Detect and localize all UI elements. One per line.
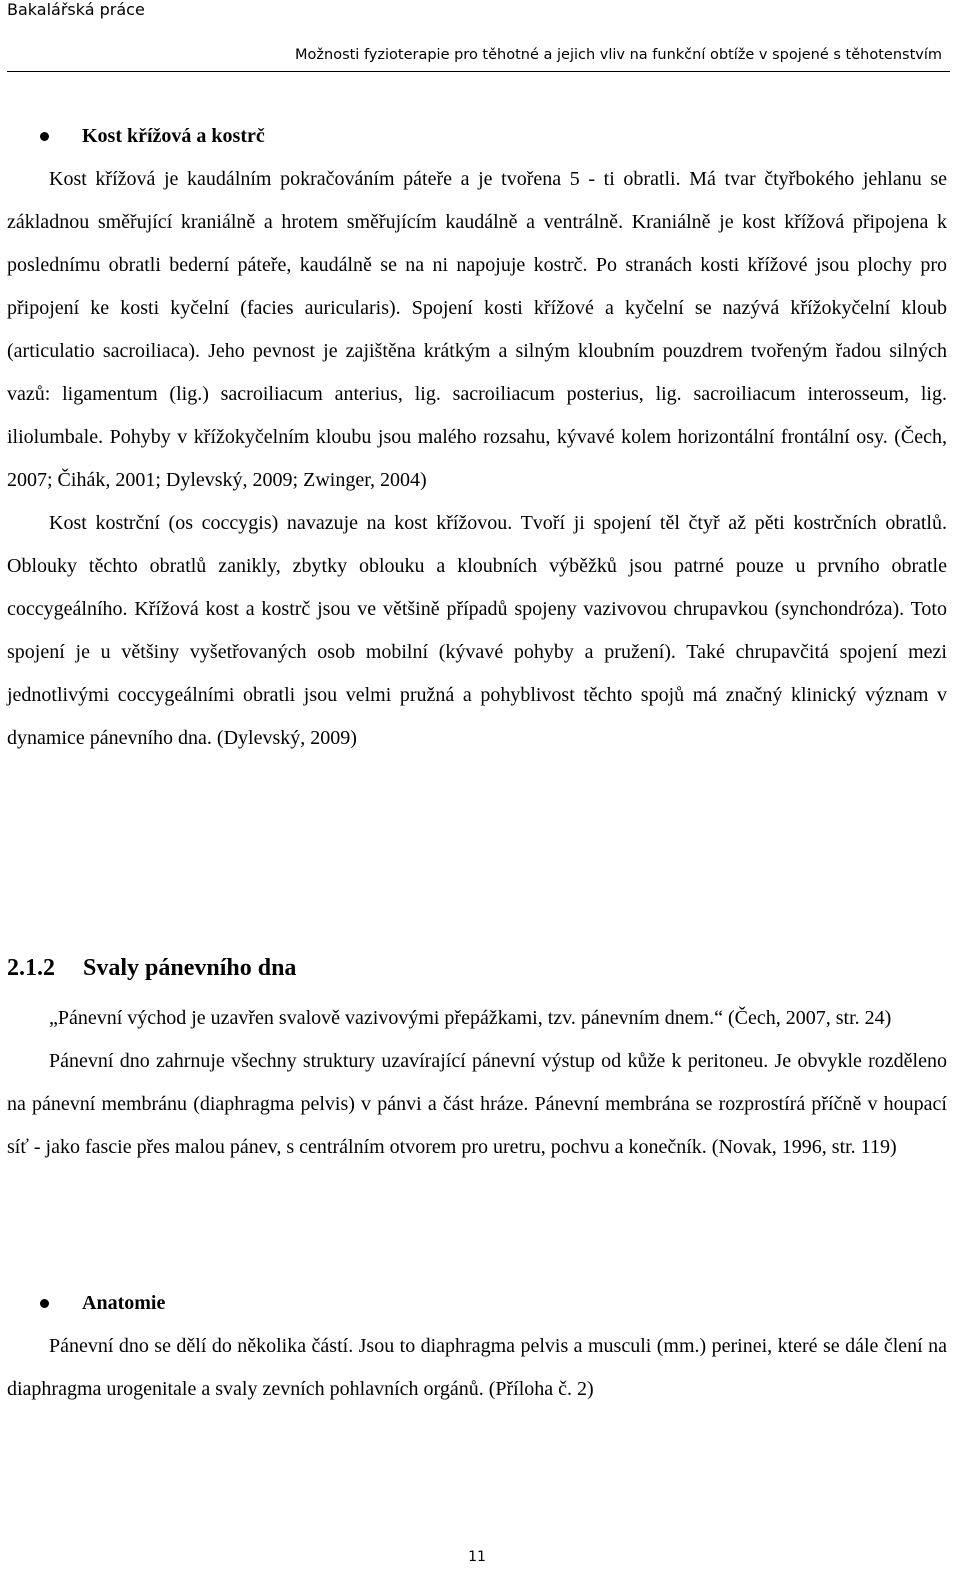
section2-body — [7, 997, 947, 1169]
header-left-title: Bakalářská práce — [7, 0, 145, 19]
page-number: 11 — [468, 1549, 486, 1565]
bullet-heading-anatomie: Anatomie — [82, 1292, 166, 1314]
paragraph-anatomie: Pánevní dno se dělí do několika částí. Jsou to diaphragma pelvis a musculi (mm.) perinei, které se dále člení na diaphragma urogenitale a svaly zevních pohlavních orgánů. (Příloha č. 2) — [7, 1335, 947, 1400]
section1-body — [7, 158, 947, 760]
section3-body — [7, 1325, 947, 1411]
paragraph-kost-krizova: Kost křížová je kaudálním pokračováním páteře a je tvořena 5 - ti obratli. Má tvar čtyřbokého jehlanu se základnou směřující kraniálně a hrotem směřujícím kaudálně a ventrálně. Kraniálně je kost křížová připojena k poslednímu obratli bederní páteře, kaudálně se na ni napojuje kostrč. Po stranách kosti křížové jsou plochy pro připojení ke kosti kyčelní (facies auricularis). Spojení kosti křížové a kyčelní se nazývá křížokyčelní kloub (articulatio sacroiliaca). Jeho pevnost je zajištěna krátkým a silným kloubním pouzdrem tvořeným řadou silných vazů: ligamentum (lig.) sacroiliacum anterius, lig. sacroiliacum posterius, lig. sacroiliacum interosseum, lig. iliolumbale. Pohyby v křížokyčelním kloubu jsou malého rozsahu, kývavé kolem horizontální frontální osy. (Čech, 2007; Čihák, 2001; Dylevský, 2009; Zwinger, 2004) — [7, 168, 947, 491]
paragraph-panevni-dno: Pánevní dno zahrnuje všechny struktury uzavírající pánevní výstup od kůže k peritoneu. Je obvykle rozděleno na pánevní membránu (diaphragma pelvis) v pánvi a část hráze. Pánevní membrána se rozprostírá příčně v houpací síť - jako fascie přes malou pánev, s centrálním otvorem pro uretru, pochvu a konečník. (Novak, 1996, str. 119) — [7, 1050, 947, 1158]
bullet-heading-kost: Kost křížová a kostrč — [82, 125, 265, 147]
bullet-icon — [40, 132, 49, 141]
section-heading — [7, 953, 296, 983]
header-right-title: Možnosti fyzioterapie pro těhotné a jejich vliv na funkční obtíže v spojené s těhotenstvím — [295, 47, 942, 63]
paragraph-kost-kostrcni: Kost kostrční (os coccygis) navazuje na kost křížovou. Tvoří ji spojení těl čtyř až pěti kostrčních obratlů. Oblouky těchto obratlů zanikly, zbytky oblouku a kloubních výběžků jsou patrné pouze u prvního obratle coccygeálního. Křížová kost a kostrč jsou ve většině případů spojeny vazivovou chrupavkou (synchondróza). Toto spojení je u většiny vyšetřovaných osob mobilní (kývavé pohyby a pružení). Také chrupavčitá spojení mezi jednotlivými coccygeálními obratli jsou velmi pružná a pohyblivost těchto spojů má značný klinický význam v dynamice pánevního dna. (Dylevský, 2009) — [7, 512, 947, 749]
section-title: Svaly pánevního dna — [83, 955, 297, 981]
section-number: 2.1.2 — [7, 955, 55, 981]
header-divider — [7, 71, 950, 72]
bullet-icon — [40, 1299, 49, 1308]
quote-paragraph: „Pánevní východ je uzavřen svalově vazivovými přepážkami, tzv. pánevním dnem.“ (Čech, 2007, str. 24) — [49, 1007, 892, 1029]
